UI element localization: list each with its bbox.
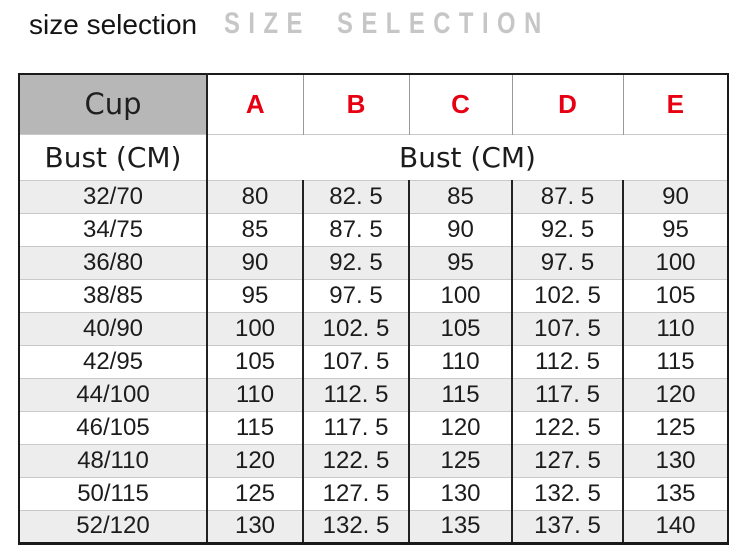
value-cell: 135 bbox=[409, 510, 512, 543]
value-cell: 92. 5 bbox=[303, 246, 409, 279]
value-cell: 115 bbox=[207, 411, 303, 444]
table-row bbox=[19, 180, 728, 213]
value-cell: 105 bbox=[409, 312, 512, 345]
value-cell: 137. 5 bbox=[512, 510, 623, 543]
table-row bbox=[19, 345, 728, 378]
table-row bbox=[19, 312, 728, 345]
size-cell: 36/80 bbox=[19, 246, 207, 279]
cup-column-e: E bbox=[623, 74, 728, 134]
value-cell: 130 bbox=[207, 510, 303, 543]
value-cell: 125 bbox=[409, 444, 512, 477]
value-cell: 85 bbox=[409, 180, 512, 213]
value-cell: 115 bbox=[623, 345, 728, 378]
value-cell: 130 bbox=[623, 444, 728, 477]
size-cell: 50/115 bbox=[19, 477, 207, 510]
value-cell: 100 bbox=[409, 279, 512, 312]
value-cell: 117. 5 bbox=[303, 411, 409, 444]
cup-column-d: D bbox=[512, 74, 623, 134]
value-cell: 112. 5 bbox=[303, 378, 409, 411]
size-cell: 46/105 bbox=[19, 411, 207, 444]
value-cell: 122. 5 bbox=[303, 444, 409, 477]
value-cell: 95 bbox=[623, 213, 728, 246]
value-cell: 110 bbox=[207, 378, 303, 411]
value-cell: 102. 5 bbox=[303, 312, 409, 345]
table-row bbox=[19, 444, 728, 477]
value-cell: 87. 5 bbox=[512, 180, 623, 213]
value-cell: 140 bbox=[623, 510, 728, 543]
size-cell: 34/75 bbox=[19, 213, 207, 246]
value-cell: 112. 5 bbox=[512, 345, 623, 378]
value-cell: 82. 5 bbox=[303, 180, 409, 213]
value-cell: 95 bbox=[207, 279, 303, 312]
value-cell: 100 bbox=[623, 246, 728, 279]
value-cell: 92. 5 bbox=[512, 213, 623, 246]
value-cell: 107. 5 bbox=[303, 345, 409, 378]
bust-axis-label: Bust (CM) bbox=[19, 134, 207, 180]
value-cell: 120 bbox=[207, 444, 303, 477]
size-cell: 32/70 bbox=[19, 180, 207, 213]
value-cell: 125 bbox=[623, 411, 728, 444]
table-row bbox=[19, 213, 728, 246]
value-cell: 85 bbox=[207, 213, 303, 246]
value-cell: 97. 5 bbox=[303, 279, 409, 312]
value-cell: 130 bbox=[409, 477, 512, 510]
value-cell: 102. 5 bbox=[512, 279, 623, 312]
cup-header-row bbox=[19, 74, 728, 134]
bust-subheader-row bbox=[19, 134, 728, 180]
size-cell: 40/90 bbox=[19, 312, 207, 345]
value-cell: 125 bbox=[207, 477, 303, 510]
bust-merged-cell: Bust (CM) bbox=[207, 134, 728, 180]
value-cell: 120 bbox=[623, 378, 728, 411]
value-cell: 80 bbox=[207, 180, 303, 213]
cup-column-c: C bbox=[409, 74, 512, 134]
cup-column-b: B bbox=[303, 74, 409, 134]
value-cell: 105 bbox=[623, 279, 728, 312]
size-cell: 48/110 bbox=[19, 444, 207, 477]
value-cell: 117. 5 bbox=[512, 378, 623, 411]
value-cell: 135 bbox=[623, 477, 728, 510]
table-row bbox=[19, 246, 728, 279]
size-chart-table bbox=[18, 73, 729, 545]
page-title: size selection bbox=[29, 9, 198, 40]
value-cell: 97. 5 bbox=[512, 246, 623, 279]
size-cell: 44/100 bbox=[19, 378, 207, 411]
value-cell: 87. 5 bbox=[303, 213, 409, 246]
value-cell: 132. 5 bbox=[512, 477, 623, 510]
page-title-watermark: SIZE SELECTION bbox=[224, 7, 550, 40]
corner-header-cell: Cup bbox=[19, 74, 207, 134]
value-cell: 90 bbox=[623, 180, 728, 213]
value-cell: 100 bbox=[207, 312, 303, 345]
value-cell: 95 bbox=[409, 246, 512, 279]
table-row bbox=[19, 411, 728, 444]
cup-column-a: A bbox=[207, 74, 303, 134]
page-header bbox=[0, 0, 750, 73]
value-cell: 105 bbox=[207, 345, 303, 378]
table-row bbox=[19, 279, 728, 312]
value-cell: 115 bbox=[409, 378, 512, 411]
value-cell: 110 bbox=[623, 312, 728, 345]
size-cell: 38/85 bbox=[19, 279, 207, 312]
table-row bbox=[19, 378, 728, 411]
value-cell: 90 bbox=[409, 213, 512, 246]
table-row bbox=[19, 510, 728, 543]
value-cell: 110 bbox=[409, 345, 512, 378]
table-row bbox=[19, 477, 728, 510]
size-cell: 42/95 bbox=[19, 345, 207, 378]
value-cell: 90 bbox=[207, 246, 303, 279]
value-cell: 120 bbox=[409, 411, 512, 444]
value-cell: 132. 5 bbox=[303, 510, 409, 543]
value-cell: 107. 5 bbox=[512, 312, 623, 345]
value-cell: 122. 5 bbox=[512, 411, 623, 444]
value-cell: 127. 5 bbox=[303, 477, 409, 510]
value-cell: 127. 5 bbox=[512, 444, 623, 477]
size-rows bbox=[19, 180, 728, 543]
size-cell: 52/120 bbox=[19, 510, 207, 543]
